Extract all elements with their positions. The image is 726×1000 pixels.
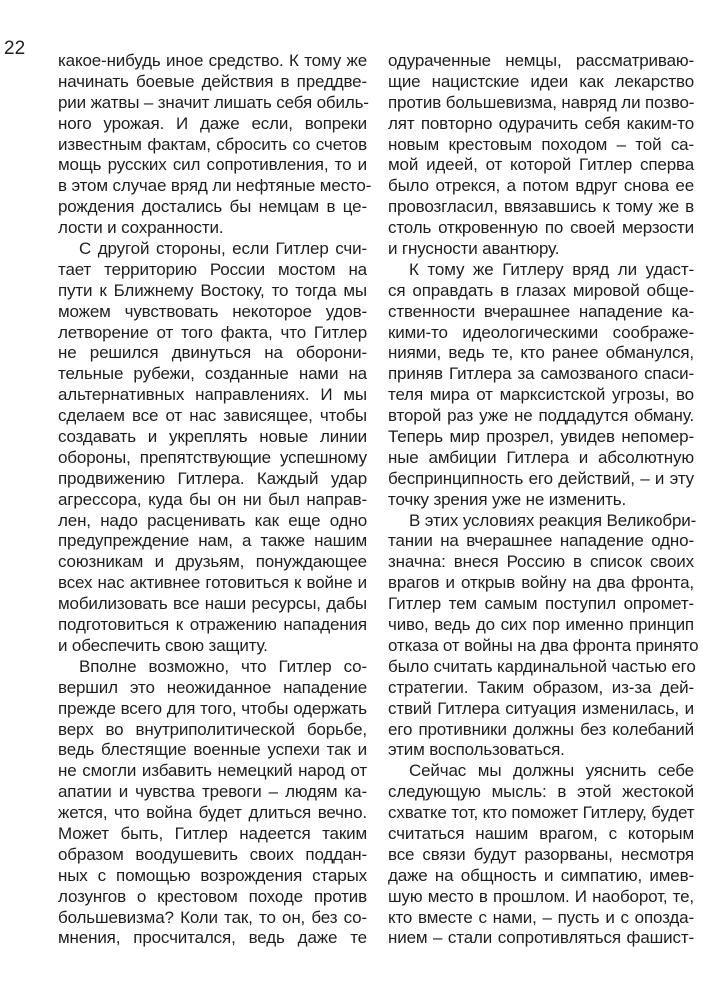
right-column xyxy=(388,51,699,949)
text-line: начинать боевые действия в преддве- xyxy=(58,71,367,91)
text-line: сделаем все от нас зависящее, чтобы xyxy=(58,406,367,426)
text-line: создавать и укреплять новые линии xyxy=(58,427,367,447)
text-line: стратегии. Таким образом, из-за дей- xyxy=(388,677,694,697)
text-line: точку зрения уже не изменить. xyxy=(388,489,627,509)
text-line: лен, надо расценивать как еще одно xyxy=(58,510,367,530)
text-line: второй раз уже не поддадутся обману. xyxy=(388,406,694,426)
text-line: рии жатвы – значит лишать себя обиль- xyxy=(58,92,369,112)
text-line: одураченные немцы, рассматриваю- xyxy=(388,51,694,70)
text-line: теля мира от марксистской угрозы, во xyxy=(388,385,694,405)
text-line: против большевизма, навряд ли позво- xyxy=(388,92,695,112)
text-line: схватке тот, кто поможет Гитлеру, будет xyxy=(388,803,695,823)
text-line: не смогли избавить немецкий народ от xyxy=(58,761,367,781)
text-line: кими-то идеологическими соображе- xyxy=(388,322,694,342)
text-line: мобилизовать все наши ресурсы, дабы xyxy=(58,594,367,614)
text-line: ниями, ведь те, кто ранее обманулся, xyxy=(388,343,694,363)
text-line: В этих условиях реакция Великобри- xyxy=(409,510,697,530)
text-line: и гнусности авантюру. xyxy=(388,239,560,259)
text-line: ведь блестящие военные успехи так и xyxy=(58,740,367,760)
text-line: отказа от войны на два фронта принято xyxy=(388,635,699,655)
text-line: мнения, просчитался, ведь даже те xyxy=(58,928,367,948)
text-line: было считать кардинальной частью его xyxy=(388,656,696,676)
text-line: в этом случае вряд ли нефтяные место- xyxy=(58,176,372,196)
text-line: Теперь мир прозрел, увидев непомер- xyxy=(388,427,694,447)
text-line: обороны, препятствующие успешному xyxy=(58,447,367,467)
text-line: можем чувствовать некоторое удов- xyxy=(58,301,367,321)
text-line: вершил это неожиданное нападение xyxy=(58,677,367,697)
text-line: кто вместе с нами, – пусть и с опозда- xyxy=(388,907,694,927)
text-line: летворение от того факта, что Гитлер xyxy=(58,322,367,342)
text-line: верх во внутриполитической борьбе, xyxy=(58,719,367,739)
text-line: столь откровенную по своей мерзости xyxy=(388,218,694,238)
page-number: 22 xyxy=(4,38,26,59)
text-line: считаться нашим врагом, с которым xyxy=(388,823,694,843)
text-line: лости и сохранности. xyxy=(58,218,224,238)
text-line: ного урожая. И даже если, вопреки xyxy=(58,113,367,133)
text-line: большевизма? Коли так, то он, без со- xyxy=(58,907,367,927)
text-line: даже на общность и симпатию, имев- xyxy=(388,865,694,885)
text-line: Сейчас мы должны уяснить себе xyxy=(409,761,694,781)
text-line: нием – стали сопротивляться фашист- xyxy=(388,928,694,948)
text-line: прежде всего для того, чтобы одержать xyxy=(58,698,367,718)
text-line: союзникам и друзьям, понуждающее xyxy=(58,552,367,572)
text-line: всех нас активнее готовиться к войне и xyxy=(58,573,367,593)
text-line: жется, что война будет длиться вечно. xyxy=(58,803,367,823)
text-line: значна: внеся Россию в список своих xyxy=(388,552,694,572)
text-line: мой идеей, от которой Гитлер сперва xyxy=(388,155,694,175)
text-line: какое-нибудь иное средство. К тому же xyxy=(58,51,367,70)
text-line: было отрекся, а потом вдруг снова ее xyxy=(388,176,694,196)
text-line: К тому же Гитлеру вряд ли удаст- xyxy=(409,259,694,279)
text-line: лозунгов о крестовом походе против xyxy=(58,886,367,906)
text-line: рождения достались бы немцам в це- xyxy=(58,197,367,217)
text-line: альтернативных направлениях. И мы xyxy=(58,385,367,405)
text-line: ственности вчерашнее нападение ка- xyxy=(388,301,694,321)
text-line: продвижению Гитлера. Каждый удар xyxy=(58,468,367,488)
left-column xyxy=(58,51,372,949)
text-line: тельные рубежи, созданные нами на xyxy=(58,364,367,384)
text-line: Вполне возможно, что Гитлер со- xyxy=(79,656,367,676)
text-line: тании на вчерашнее нападение одно- xyxy=(388,531,694,551)
text-line: этим воспользоваться. xyxy=(388,740,565,760)
text-line: его противники должны без колебаний xyxy=(388,719,694,739)
text-line: тает территорию России мостом на xyxy=(58,259,367,279)
text-line: Гитлер тем самым поступил опромет- xyxy=(388,594,694,614)
text-line: пути к Ближнему Востоку, то тогда мы xyxy=(58,280,367,300)
text-line: образом воодушевить своих поддан- xyxy=(58,844,367,864)
text-line: беспринципность его действий, – и эту xyxy=(388,468,694,488)
text-line: все связи будут разорваны, несмотря xyxy=(388,844,694,864)
text-line: приняв Гитлера за самозваного спаси- xyxy=(388,364,694,384)
text-line: врагов и открыв войну на два фронта, xyxy=(388,573,694,593)
text-line: предупреждение нам, а также нашим xyxy=(58,531,367,551)
text-line: апатии и чувства тревоги – людям ка- xyxy=(58,782,367,802)
text-line: провозгласил, ввязавшись к тому же в xyxy=(388,197,694,217)
text-line: лят повторно одурачить себя каким-то xyxy=(388,113,694,133)
text-line: новым крестовым походом – той са- xyxy=(388,134,694,154)
text-line: не решился двинуться на оборони- xyxy=(58,343,367,363)
text-line: чиво, ведь до сих пор именно принцип xyxy=(388,615,694,635)
text-line: ствий Гитлера ситуация изменилась, и xyxy=(388,698,694,718)
text-line: мощь русских сил сопротивления, то и xyxy=(58,155,367,175)
text-line: С другой стороны, если Гитлер счи- xyxy=(79,239,367,259)
text-line: подготовиться к отражению нападения xyxy=(58,615,367,635)
text-line: и обеспечить свою защиту. xyxy=(58,635,268,655)
text-line: щие нацистские идеи как лекарство xyxy=(388,71,694,91)
text-line: Может быть, Гитлер надеется таким xyxy=(58,823,367,843)
text-line: известным фактам, сбросить со счетов xyxy=(58,134,367,154)
text-line: ных с помощью возрождения старых xyxy=(58,865,367,885)
text-line: ся оправдать в глазах мировой обще- xyxy=(388,280,694,300)
text-line: шую место в прошлом. И наоборот, те, xyxy=(388,886,694,906)
text-line: агрессора, куда бы он ни был направ- xyxy=(58,489,367,509)
text-line: ные амбиции Гитлера и абсолютную xyxy=(388,447,694,467)
text-line: следующую мысль: в этой жестокой xyxy=(388,782,694,802)
